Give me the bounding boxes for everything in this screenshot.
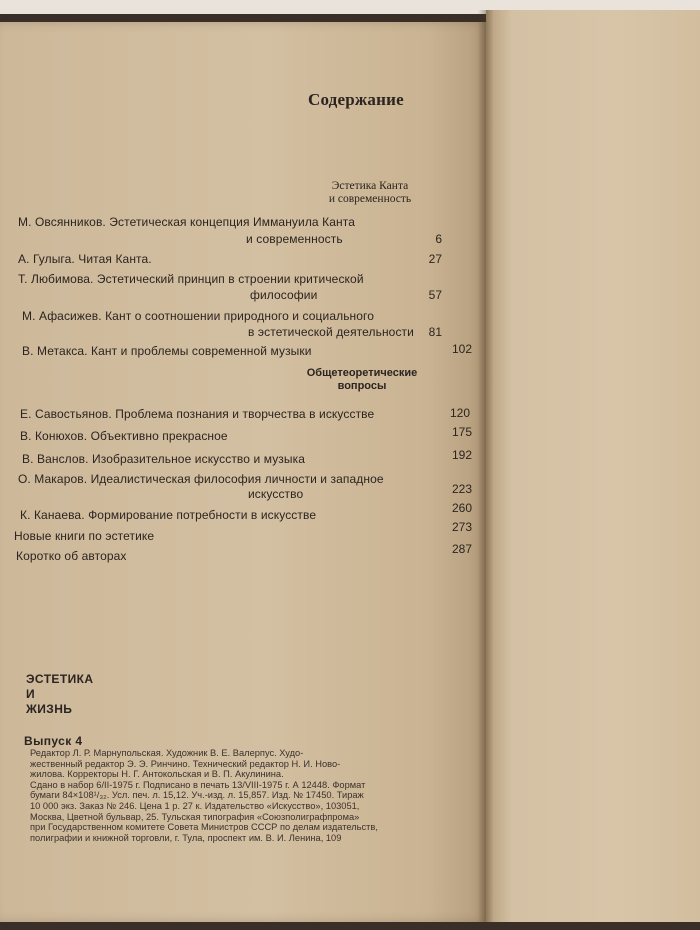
contents-heading: Содержание (308, 90, 404, 109)
book-spine-shadow (478, 10, 494, 922)
toc-entry-author-line: К. Канаева. Формирование потребности в искусстве (20, 508, 317, 522)
toc-entry-author-line: В. Метакса. Кант и проблемы современной музыки (22, 344, 312, 358)
toc-entry-line: искусство (248, 487, 304, 501)
left-page (0, 22, 486, 922)
toc-page-number: 102 (451, 342, 472, 356)
imprint-line: полиграфии и книжной торговли, г. Тула, проспект им. В. И. Ленина, 109 (30, 832, 342, 843)
toc-page-number: 27 (428, 252, 442, 266)
toc-entry-line: в эстетической деятельности (248, 325, 414, 339)
section-title-line: Общетеоретические (306, 367, 418, 379)
toc-page-number: 223 (451, 482, 472, 496)
toc-entry-author-line: А. Гулыга. Читая Канта. (18, 252, 152, 266)
toc-page-number: 6 (435, 232, 442, 246)
imprint-line: при Государственном комитете Совета Министров СССР по делам издательств, (30, 822, 378, 833)
toc-page-number: 120 (449, 406, 470, 420)
toc-page-number: 287 (451, 542, 472, 556)
toc-entry-author-line: М. Афасижев. Кант о соотношении природного и социального (22, 309, 375, 323)
book-title (26, 672, 93, 717)
toc-page-number: 175 (451, 425, 472, 439)
imprint-line: Сдано в набор 6/II-1975 г. Подписано в печать 13/VIII-1975 г. А 12448. Формат (30, 779, 366, 790)
right-page (486, 10, 700, 922)
imprint-line: 10 000 экз. Заказ № 246. Цена 1 р. 27 к. Издательство «Искусство», 103051, (30, 800, 360, 811)
toc-entry-author-line: Т. Любимова. Эстетический принцип в строении критической (18, 272, 364, 286)
toc-entry-author-line: О. Макаров. Идеалистическая философия личности и западное (18, 472, 384, 486)
toc-entry-line: философии (250, 288, 318, 302)
toc-entry-author-line: Коротко об авторах (16, 549, 127, 563)
imprint-line: Редактор Л. Р. Марнупольская. Художник В. Е. Валерпус. Худо- (30, 748, 304, 758)
section-title (262, 367, 462, 393)
book-title-line: И (26, 687, 36, 701)
issue-number: Выпуск 4 (24, 734, 83, 748)
toc-entry-line: и современность (246, 232, 343, 246)
imprint-line: жилова. Корректоры Н. Г. Антокольская и В. П. Акулинина. (30, 769, 284, 780)
toc-page-number: 192 (451, 448, 472, 462)
toc-page-number: 273 (451, 520, 472, 534)
book-title-line: ЭСТЕТИКА (26, 672, 94, 686)
section-title (270, 180, 470, 206)
toc-entry-author-line: Новые книги по эстетике (14, 529, 155, 543)
toc-page-number: 81 (428, 325, 442, 339)
section-title-line: Эстетика Канта (331, 180, 409, 192)
imprint-block (30, 748, 378, 843)
imprint-line: жественный редактор Э. Э. Ринчино. Технический редактор Н. И. Ново- (30, 758, 341, 769)
toc-entry-author-line: В. Конюхов. Объективно прекрасное (20, 429, 228, 443)
book-title-line: ЖИЗНЬ (26, 702, 73, 716)
toc-page-number: 260 (451, 501, 472, 515)
section-title-line: вопросы (337, 380, 387, 392)
toc-entry-author-line: В. Ванслов. Изобразительное искусство и музыка (22, 452, 306, 466)
toc-page-number: 57 (428, 288, 442, 302)
imprint-line: Москва, Цветной бульвар, 25. Тульская типография «Союзполиграфпрома» (30, 811, 360, 822)
toc-entry-author-line: Е. Савостьянов. Проблема познания и творчества в искусстве (20, 407, 375, 421)
toc-entry-author-line: М. Овсянников. Эстетическая концепция Иммануила Канта (18, 215, 355, 229)
section-title-line: и современность (328, 193, 412, 205)
imprint-line: бумаги 84×108¹/₃₂. Усл. печ. л. 15,12. Уч.-изд. л. 15,857. Изд. № 17450. Тираж (30, 790, 364, 801)
